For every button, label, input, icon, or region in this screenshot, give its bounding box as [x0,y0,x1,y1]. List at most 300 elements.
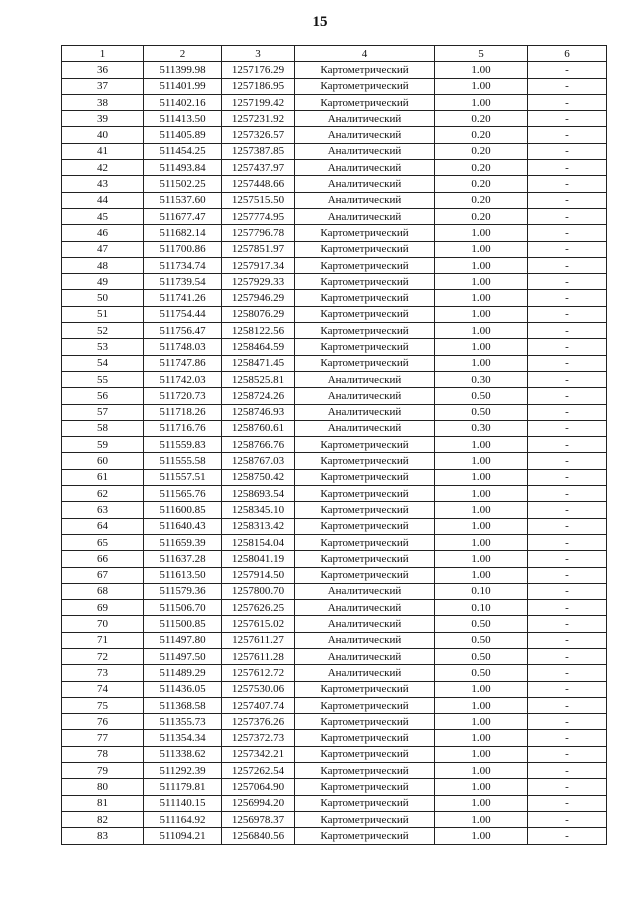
method-cell: Картометрический [295,486,435,502]
y-coordinate-cell: 1258076.29 [222,306,295,322]
y-coordinate-cell: 1258122.56 [222,323,295,339]
note-cell: - [528,665,607,681]
x-coordinate-cell: 511748.03 [144,339,222,355]
note-cell: - [528,127,607,143]
note-cell: - [528,518,607,534]
method-cell: Картометрический [295,453,435,469]
accuracy-cell: 0.50 [435,388,528,404]
x-coordinate-cell: 511436.05 [144,681,222,697]
y-coordinate-cell: 1257342.21 [222,746,295,762]
point-number-cell: 56 [62,388,144,404]
method-cell: Картометрический [295,355,435,371]
y-coordinate-cell: 1257186.95 [222,78,295,94]
method-cell: Картометрический [295,290,435,306]
accuracy-cell: 0.10 [435,600,528,616]
accuracy-cell: 0.20 [435,127,528,143]
method-cell: Аналитический [295,665,435,681]
table-row [62,208,607,224]
table-row [62,632,607,648]
accuracy-cell: 1.00 [435,274,528,290]
note-cell: - [528,534,607,550]
point-number-cell: 59 [62,437,144,453]
note-cell: - [528,355,607,371]
table-row [62,453,607,469]
y-coordinate-cell: 1258471.45 [222,355,295,371]
accuracy-cell: 1.00 [435,502,528,518]
note-cell: - [528,697,607,713]
point-number-cell: 54 [62,355,144,371]
accuracy-cell: 0.50 [435,404,528,420]
y-coordinate-cell: 1257262.54 [222,763,295,779]
accuracy-cell: 1.00 [435,323,528,339]
point-number-cell: 82 [62,811,144,827]
accuracy-cell: 1.00 [435,355,528,371]
accuracy-cell: 1.00 [435,437,528,453]
note-cell: - [528,339,607,355]
method-cell: Аналитический [295,111,435,127]
point-number-cell: 47 [62,241,144,257]
accuracy-cell: 1.00 [435,763,528,779]
y-coordinate-cell: 1256978.37 [222,811,295,827]
x-coordinate-cell: 511559.83 [144,437,222,453]
point-number-cell: 55 [62,371,144,387]
x-coordinate-cell: 511756.47 [144,323,222,339]
x-coordinate-cell: 511747.86 [144,355,222,371]
accuracy-cell: 1.00 [435,339,528,355]
note-cell: - [528,290,607,306]
y-coordinate-cell: 1258464.59 [222,339,295,355]
table-row [62,714,607,730]
column-header: 5 [435,46,528,62]
point-number-cell: 68 [62,583,144,599]
method-cell: Аналитический [295,160,435,176]
note-cell: - [528,616,607,632]
note-cell: - [528,420,607,436]
accuracy-cell: 0.30 [435,420,528,436]
column-header: 6 [528,46,607,62]
y-coordinate-cell: 1258041.19 [222,551,295,567]
note-cell: - [528,583,607,599]
method-cell: Картометрический [295,241,435,257]
y-coordinate-cell: 1257231.92 [222,111,295,127]
point-number-cell: 69 [62,600,144,616]
table-row [62,388,607,404]
point-number-cell: 57 [62,404,144,420]
point-number-cell: 44 [62,192,144,208]
point-number-cell: 79 [62,763,144,779]
accuracy-cell: 0.20 [435,192,528,208]
method-cell: Аналитический [295,176,435,192]
y-coordinate-cell: 1257796.78 [222,225,295,241]
table-row [62,274,607,290]
point-number-cell: 77 [62,730,144,746]
accuracy-cell: 1.00 [435,779,528,795]
method-cell: Картометрический [295,828,435,844]
x-coordinate-cell: 511640.43 [144,518,222,534]
column-header: 1 [62,46,144,62]
point-number-cell: 43 [62,176,144,192]
y-coordinate-cell: 1257176.29 [222,62,295,78]
table-row [62,600,607,616]
point-number-cell: 61 [62,469,144,485]
note-cell: - [528,730,607,746]
point-number-cell: 38 [62,94,144,110]
column-header: 2 [144,46,222,62]
table-row [62,111,607,127]
x-coordinate-cell: 511555.58 [144,453,222,469]
method-cell: Картометрический [295,567,435,583]
method-cell: Аналитический [295,420,435,436]
note-cell: - [528,811,607,827]
x-coordinate-cell: 511734.74 [144,257,222,273]
y-coordinate-cell: 1257437.97 [222,160,295,176]
point-number-cell: 73 [62,665,144,681]
note-cell: - [528,469,607,485]
method-cell: Картометрический [295,681,435,697]
table-row [62,355,607,371]
note-cell: - [528,111,607,127]
y-coordinate-cell: 1257611.27 [222,632,295,648]
table-row [62,811,607,827]
note-cell: - [528,160,607,176]
point-number-cell: 50 [62,290,144,306]
accuracy-cell: 1.00 [435,567,528,583]
x-coordinate-cell: 511557.51 [144,469,222,485]
table-row [62,437,607,453]
note-cell: - [528,681,607,697]
method-cell: Картометрический [295,306,435,322]
table-row [62,241,607,257]
method-cell: Картометрический [295,697,435,713]
method-cell: Аналитический [295,192,435,208]
column-header: 3 [222,46,295,62]
method-cell: Картометрический [295,469,435,485]
x-coordinate-cell: 511600.85 [144,502,222,518]
method-cell: Картометрический [295,795,435,811]
table-body [62,62,607,844]
x-coordinate-cell: 511742.03 [144,371,222,387]
y-coordinate-cell: 1257612.72 [222,665,295,681]
y-coordinate-cell: 1257800.70 [222,583,295,599]
y-coordinate-cell: 1257914.50 [222,567,295,583]
method-cell: Картометрический [295,534,435,550]
x-coordinate-cell: 511354.34 [144,730,222,746]
table-row [62,225,607,241]
accuracy-cell: 1.00 [435,290,528,306]
table-row [62,420,607,436]
y-coordinate-cell: 1257774.95 [222,208,295,224]
x-coordinate-cell: 511497.50 [144,648,222,664]
note-cell: - [528,763,607,779]
x-coordinate-cell: 511402.16 [144,94,222,110]
y-coordinate-cell: 1257448.66 [222,176,295,192]
point-number-cell: 66 [62,551,144,567]
method-cell: Картометрический [295,811,435,827]
point-number-cell: 63 [62,502,144,518]
x-coordinate-cell: 511537.60 [144,192,222,208]
y-coordinate-cell: 1256994.20 [222,795,295,811]
y-coordinate-cell: 1257530.06 [222,681,295,697]
point-number-cell: 71 [62,632,144,648]
y-coordinate-cell: 1257946.29 [222,290,295,306]
y-coordinate-cell: 1257615.02 [222,616,295,632]
table-row [62,486,607,502]
coordinates-table [61,45,607,845]
accuracy-cell: 1.00 [435,469,528,485]
x-coordinate-cell: 511413.50 [144,111,222,127]
accuracy-cell: 0.20 [435,160,528,176]
table-row [62,94,607,110]
y-coordinate-cell: 1257199.42 [222,94,295,110]
x-coordinate-cell: 511502.25 [144,176,222,192]
note-cell: - [528,208,607,224]
x-coordinate-cell: 511489.29 [144,665,222,681]
x-coordinate-cell: 511497.80 [144,632,222,648]
table-row [62,665,607,681]
note-cell: - [528,176,607,192]
point-number-cell: 41 [62,143,144,159]
method-cell: Аналитический [295,632,435,648]
accuracy-cell: 0.10 [435,583,528,599]
note-cell: - [528,779,607,795]
method-cell: Картометрический [295,763,435,779]
accuracy-cell: 0.30 [435,371,528,387]
point-number-cell: 81 [62,795,144,811]
accuracy-cell: 1.00 [435,62,528,78]
method-cell: Картометрический [295,339,435,355]
table-row [62,143,607,159]
note-cell: - [528,437,607,453]
table-row [62,518,607,534]
note-cell: - [528,78,607,94]
table-row [62,648,607,664]
table-row [62,62,607,78]
table-row [62,551,607,567]
method-cell: Картометрический [295,714,435,730]
y-coordinate-cell: 1257387.85 [222,143,295,159]
x-coordinate-cell: 511292.39 [144,763,222,779]
note-cell: - [528,453,607,469]
accuracy-cell: 1.00 [435,78,528,94]
point-number-cell: 49 [62,274,144,290]
table-row [62,746,607,762]
note-cell: - [528,62,607,78]
y-coordinate-cell: 1258345.10 [222,502,295,518]
x-coordinate-cell: 511720.73 [144,388,222,404]
y-coordinate-cell: 1256840.56 [222,828,295,844]
note-cell: - [528,567,607,583]
accuracy-cell: 1.00 [435,453,528,469]
point-number-cell: 83 [62,828,144,844]
x-coordinate-cell: 511579.36 [144,583,222,599]
accuracy-cell: 0.20 [435,143,528,159]
point-number-cell: 78 [62,746,144,762]
method-cell: Картометрический [295,94,435,110]
x-coordinate-cell: 511677.47 [144,208,222,224]
table-row [62,257,607,273]
page-number: 15 [312,14,328,30]
table-row [62,779,607,795]
accuracy-cell: 1.00 [435,746,528,762]
note-cell: - [528,714,607,730]
accuracy-cell: 1.00 [435,486,528,502]
point-number-cell: 58 [62,420,144,436]
method-cell: Картометрический [295,257,435,273]
method-cell: Картометрический [295,730,435,746]
y-coordinate-cell: 1258724.26 [222,388,295,404]
table-row [62,339,607,355]
point-number-cell: 52 [62,323,144,339]
method-cell: Картометрический [295,779,435,795]
note-cell: - [528,192,607,208]
table-row [62,306,607,322]
accuracy-cell: 1.00 [435,257,528,273]
y-coordinate-cell: 1257376.26 [222,714,295,730]
accuracy-cell: 0.20 [435,111,528,127]
point-number-cell: 37 [62,78,144,94]
accuracy-cell: 0.20 [435,208,528,224]
table-row [62,371,607,387]
method-cell: Картометрический [295,78,435,94]
note-cell: - [528,225,607,241]
y-coordinate-cell: 1257407.74 [222,697,295,713]
y-coordinate-cell: 1257064.90 [222,779,295,795]
point-number-cell: 45 [62,208,144,224]
y-coordinate-cell: 1257917.34 [222,257,295,273]
method-cell: Картометрический [295,551,435,567]
y-coordinate-cell: 1257372.73 [222,730,295,746]
x-coordinate-cell: 511164.92 [144,811,222,827]
y-coordinate-cell: 1257851.97 [222,241,295,257]
column-header: 4 [295,46,435,62]
table-row [62,502,607,518]
x-coordinate-cell: 511399.98 [144,62,222,78]
note-cell: - [528,94,607,110]
x-coordinate-cell: 511741.26 [144,290,222,306]
note-cell: - [528,502,607,518]
point-number-cell: 72 [62,648,144,664]
table-header-row [62,46,607,62]
accuracy-cell: 1.00 [435,306,528,322]
point-number-cell: 74 [62,681,144,697]
x-coordinate-cell: 511739.54 [144,274,222,290]
x-coordinate-cell: 511338.62 [144,746,222,762]
y-coordinate-cell: 1258313.42 [222,518,295,534]
table-row [62,583,607,599]
accuracy-cell: 1.00 [435,225,528,241]
x-coordinate-cell: 511565.76 [144,486,222,502]
accuracy-cell: 1.00 [435,730,528,746]
x-coordinate-cell: 511493.84 [144,160,222,176]
point-number-cell: 64 [62,518,144,534]
accuracy-cell: 1.00 [435,518,528,534]
accuracy-cell: 0.20 [435,176,528,192]
note-cell: - [528,388,607,404]
point-number-cell: 42 [62,160,144,176]
note-cell: - [528,486,607,502]
accuracy-cell: 0.50 [435,665,528,681]
point-number-cell: 48 [62,257,144,273]
table-row [62,697,607,713]
accuracy-cell: 0.50 [435,616,528,632]
note-cell: - [528,746,607,762]
note-cell: - [528,632,607,648]
note-cell: - [528,143,607,159]
table-row [62,469,607,485]
x-coordinate-cell: 511500.85 [144,616,222,632]
point-number-cell: 76 [62,714,144,730]
method-cell: Картометрический [295,323,435,339]
method-cell: Аналитический [295,143,435,159]
point-number-cell: 80 [62,779,144,795]
x-coordinate-cell: 511682.14 [144,225,222,241]
method-cell: Аналитический [295,616,435,632]
method-cell: Картометрический [295,502,435,518]
accuracy-cell: 1.00 [435,828,528,844]
point-number-cell: 51 [62,306,144,322]
x-coordinate-cell: 511637.28 [144,551,222,567]
method-cell: Картометрический [295,274,435,290]
y-coordinate-cell: 1258693.54 [222,486,295,502]
x-coordinate-cell: 511140.15 [144,795,222,811]
accuracy-cell: 1.00 [435,534,528,550]
note-cell: - [528,828,607,844]
method-cell: Картометрический [295,62,435,78]
note-cell: - [528,274,607,290]
y-coordinate-cell: 1258750.42 [222,469,295,485]
table-row [62,404,607,420]
note-cell: - [528,404,607,420]
x-coordinate-cell: 511405.89 [144,127,222,143]
accuracy-cell: 1.00 [435,714,528,730]
table-row [62,127,607,143]
note-cell: - [528,551,607,567]
x-coordinate-cell: 511094.21 [144,828,222,844]
x-coordinate-cell: 511659.39 [144,534,222,550]
table-row [62,616,607,632]
method-cell: Аналитический [295,208,435,224]
point-number-cell: 36 [62,62,144,78]
y-coordinate-cell: 1258154.04 [222,534,295,550]
x-coordinate-cell: 511700.86 [144,241,222,257]
x-coordinate-cell: 511716.76 [144,420,222,436]
note-cell: - [528,306,607,322]
note-cell: - [528,600,607,616]
x-coordinate-cell: 511506.70 [144,600,222,616]
method-cell: Картометрический [295,437,435,453]
table-row [62,795,607,811]
accuracy-cell: 1.00 [435,697,528,713]
point-number-cell: 65 [62,534,144,550]
method-cell: Аналитический [295,127,435,143]
y-coordinate-cell: 1258766.76 [222,437,295,453]
accuracy-cell: 1.00 [435,94,528,110]
method-cell: Аналитический [295,371,435,387]
y-coordinate-cell: 1258760.61 [222,420,295,436]
accuracy-cell: 1.00 [435,795,528,811]
point-number-cell: 39 [62,111,144,127]
point-number-cell: 75 [62,697,144,713]
accuracy-cell: 1.00 [435,241,528,257]
accuracy-cell: 0.50 [435,648,528,664]
table-row [62,828,607,844]
y-coordinate-cell: 1257515.50 [222,192,295,208]
point-number-cell: 53 [62,339,144,355]
method-cell: Аналитический [295,388,435,404]
method-cell: Картометрический [295,225,435,241]
x-coordinate-cell: 511368.58 [144,697,222,713]
table-row [62,681,607,697]
